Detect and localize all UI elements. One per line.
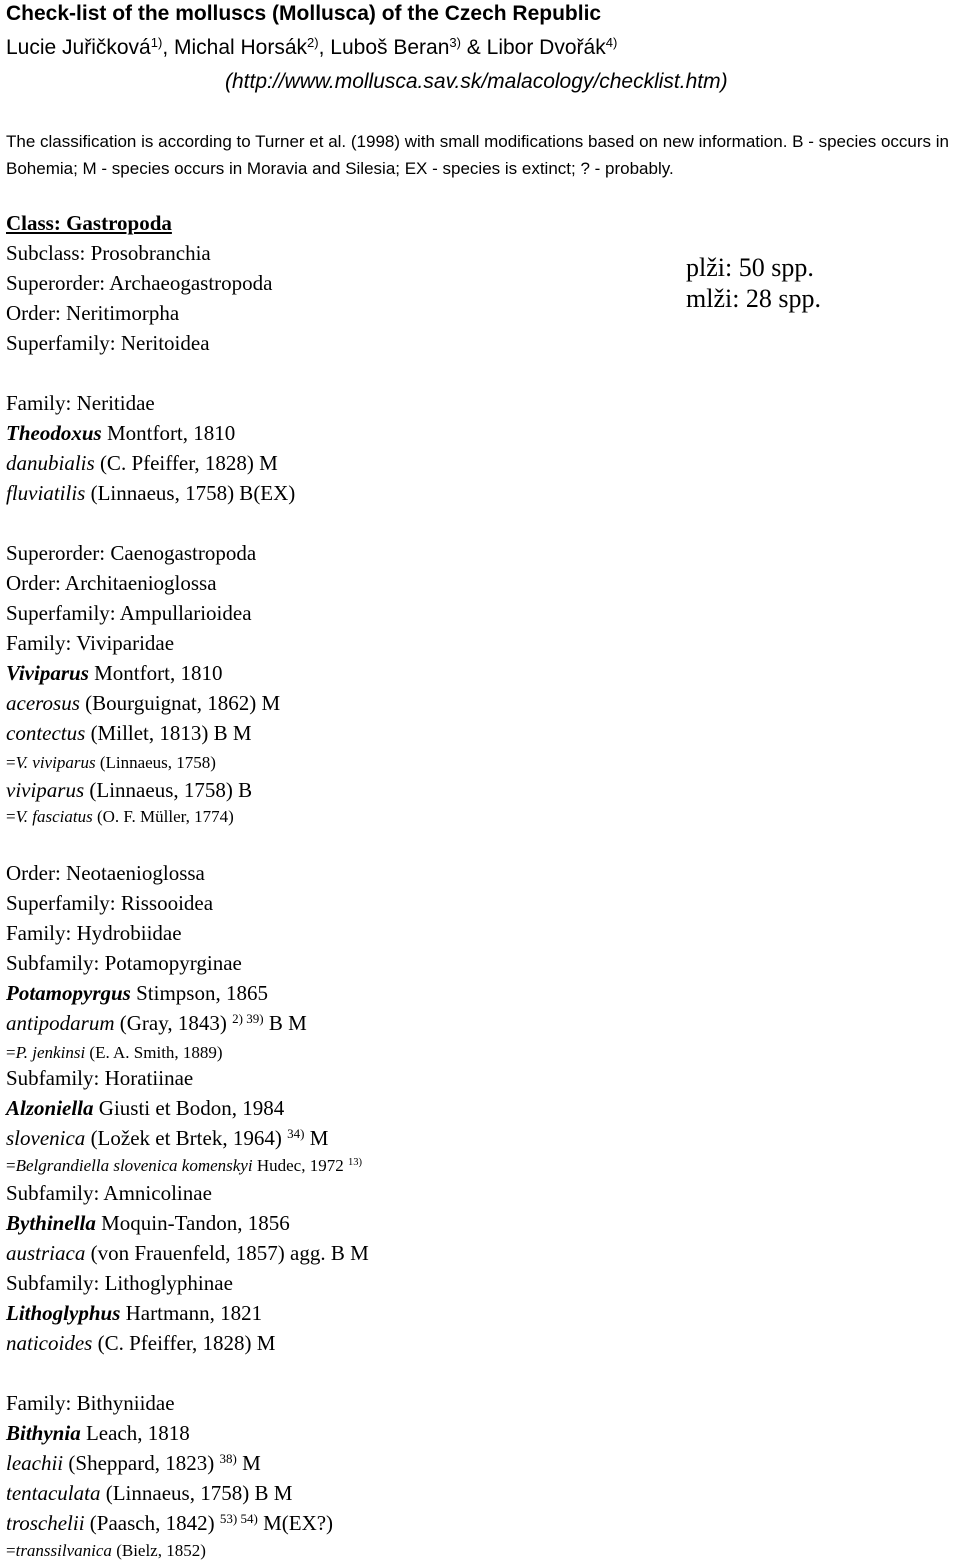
species-distribution: M — [242, 1451, 261, 1475]
subfamily-line: Subfamily: Potamopyrginae — [6, 951, 242, 975]
synonym-prefix: = — [6, 1043, 16, 1062]
species-author: (Bourguignat, 1862) M — [85, 691, 281, 715]
superorder-line: Superorder: Caenogastropoda — [6, 541, 257, 565]
species-line — [6, 1238, 369, 1268]
author-affiliation: 4) — [605, 34, 618, 50]
source-url: (http://www.mollusca.sav.sk/malacology/checklist.htm) — [225, 70, 728, 93]
species-name: naticoides — [6, 1331, 93, 1355]
genus-author: Moquin-Tandon, 1856 — [101, 1211, 290, 1235]
genus-line — [6, 1093, 284, 1123]
synonym-name: P. jenkinsi — [15, 1043, 86, 1062]
footnote-ref: 2) 39) — [232, 1010, 264, 1026]
species-distribution: B M — [268, 1011, 307, 1035]
species-name: contectus — [6, 721, 86, 745]
species-line — [6, 448, 278, 478]
superorder-line: Superorder: Archaeogastropoda — [6, 271, 273, 295]
species-author: (Linnaeus, 1758) B M — [105, 1481, 293, 1505]
species-author: (Ložek et Brtek, 1964) — [90, 1126, 282, 1150]
synonym-prefix: = — [6, 1541, 16, 1560]
species-name: acerosus — [6, 691, 80, 715]
synonym-author: Hudec, 1972 — [256, 1156, 344, 1175]
species-author: (Gray, 1843) — [119, 1011, 227, 1035]
genus-author: Montfort, 1810 — [94, 661, 223, 685]
genus-name: Bythinella — [6, 1211, 96, 1235]
footnote-ref: 38) — [219, 1450, 237, 1466]
family-line: Family: Bithyniidae — [6, 1391, 175, 1415]
genus-line — [6, 1418, 190, 1448]
species-author: (Linnaeus, 1758) B(EX) — [90, 481, 296, 505]
synonym-line — [6, 748, 216, 778]
synonym-name: V. viviparus — [15, 753, 96, 772]
genus-line — [6, 1298, 262, 1328]
genus-author: Hartmann, 1821 — [125, 1301, 263, 1325]
synonym-line — [6, 1151, 362, 1181]
genus-name: Alzoniella — [6, 1096, 94, 1120]
genus-author: Montfort, 1810 — [106, 421, 236, 445]
synonym-name: V. fasciatus — [15, 807, 93, 826]
species-author: (Sheppard, 1823) — [68, 1451, 215, 1475]
synonym-name: transsilvanica — [15, 1541, 112, 1560]
species-name: slovenica — [6, 1126, 86, 1150]
gastropod-count: plži: 50 spp. — [686, 253, 814, 282]
species-line — [6, 775, 252, 805]
species-author: (C. Pfeiffer, 1828) M — [97, 1331, 276, 1355]
subfamily-line: Subfamily: Amnicolinae — [6, 1181, 212, 1205]
species-name: leachii — [6, 1451, 64, 1475]
author-name: Luboš Beran — [330, 36, 450, 59]
species-name: austriaca — [6, 1241, 86, 1265]
genus-name: Theodoxus — [6, 421, 102, 445]
synonym-author: (Bielz, 1852) — [116, 1541, 206, 1560]
subfamily-line: Subfamily: Horatiinae — [6, 1066, 194, 1090]
subclass-line: Subclass: Prosobranchia — [6, 241, 211, 265]
family-line: Family: Hydrobiidae — [6, 921, 182, 945]
species-line — [6, 478, 295, 508]
author-name: Libor Dvořák — [486, 36, 606, 59]
order-line: Order: Neritimorpha — [6, 301, 180, 325]
footnote-ref: 13) — [347, 1157, 362, 1169]
synonym-author: (O. F. Müller, 1774) — [96, 807, 234, 826]
genus-author: Stimpson, 1865 — [136, 981, 268, 1005]
species-line — [6, 688, 280, 718]
species-name: viviparus — [6, 778, 85, 802]
superfamily-line: Superfamily: Rissooidea — [6, 891, 214, 915]
genus-name: Lithoglyphus — [6, 1301, 121, 1325]
synonym-prefix: = — [6, 753, 16, 772]
species-distribution: M(EX?) — [263, 1511, 334, 1535]
synonym-name: Belgrandiella slovenica komenskyi — [15, 1156, 253, 1175]
species-author: (C. Pfeiffer, 1828) M — [99, 451, 278, 475]
order-line: Order: Neotaenioglossa — [6, 861, 205, 885]
species-line — [6, 1478, 292, 1508]
footnote-ref: 53) 54) — [219, 1510, 258, 1526]
synonym-prefix: = — [6, 1156, 16, 1175]
species-line — [6, 1123, 328, 1153]
subfamily-line: Subfamily: Lithoglyphinae — [6, 1271, 233, 1295]
species-author: (Paasch, 1842) — [89, 1511, 215, 1535]
species-author: (von Frauenfeld, 1857) agg. B M — [90, 1241, 369, 1265]
author-affiliation: 3) — [449, 34, 461, 50]
species-line — [6, 718, 252, 748]
species-line — [6, 1448, 261, 1478]
document-title: Check-list of the molluscs (Mollusca) of the Czech Republic — [6, 2, 602, 25]
author-name: Michal Horsák — [173, 36, 308, 59]
footnote-ref: 34) — [287, 1125, 305, 1141]
genus-name: Potamopyrgus — [6, 981, 131, 1005]
class-heading: Class: Gastropoda — [6, 211, 172, 235]
genus-author: Leach, 1818 — [85, 1421, 190, 1445]
species-author: (Linnaeus, 1758) B — [89, 778, 253, 802]
species-line — [6, 1328, 275, 1358]
synonym-line — [6, 1536, 206, 1566]
family-line: Family: Neritidae — [6, 391, 155, 415]
author-list: Lucie Juřičková$^{1)}$, Michal Horsák$^{2)}$, Luboš Beran$^{3)}$ & Libor Dvořák$^{4)}$ — [6, 34, 618, 59]
synonym-prefix: = — [6, 807, 16, 826]
species-distribution: M — [309, 1126, 329, 1150]
synonym-line — [6, 802, 234, 832]
genus-author: Giusti et Bodon, 1984 — [98, 1096, 285, 1120]
genus-name: Bithynia — [6, 1421, 81, 1445]
species-name: fluviatilis — [6, 481, 86, 505]
genus-line — [6, 658, 222, 688]
family-line: Family: Viviparidae — [6, 631, 175, 655]
species-name: tentaculata — [6, 1481, 101, 1505]
genus-name: Viviparus — [6, 661, 89, 685]
species-summary — [686, 252, 821, 314]
species-author: (Millet, 1813) B M — [90, 721, 252, 745]
synonym-author: (Linnaeus, 1758) — [99, 753, 216, 772]
bivalve-count: mlži: 28 spp. — [686, 284, 822, 313]
genus-line — [6, 418, 235, 448]
genus-line — [6, 1208, 290, 1238]
author-affiliation: 1) — [150, 34, 163, 50]
synonym-author: (E. A. Smith, 1889) — [89, 1043, 223, 1062]
species-name: antipodarum — [6, 1011, 115, 1035]
species-name: danubialis — [6, 451, 95, 475]
author-name: Lucie Juřičková — [6, 36, 151, 59]
species-name: troschelii — [6, 1511, 85, 1535]
species-line — [6, 1508, 333, 1538]
genus-line — [6, 978, 268, 1008]
author-affiliation: 2) — [307, 34, 319, 50]
order-line: Order: Architaenioglossa — [6, 571, 217, 595]
superfamily-line: Superfamily: Neritoidea — [6, 331, 210, 355]
superfamily-line: Superfamily: Ampullarioidea — [6, 601, 252, 625]
species-line — [6, 1008, 307, 1038]
intro-paragraph: The classification is according to Turner et al. (1998) with small modifications based on new information. B - species occurs in Bohemia; M - species occurs in Moravia and Silesia; EX - species is extinct; ? - probably. — [6, 132, 949, 178]
